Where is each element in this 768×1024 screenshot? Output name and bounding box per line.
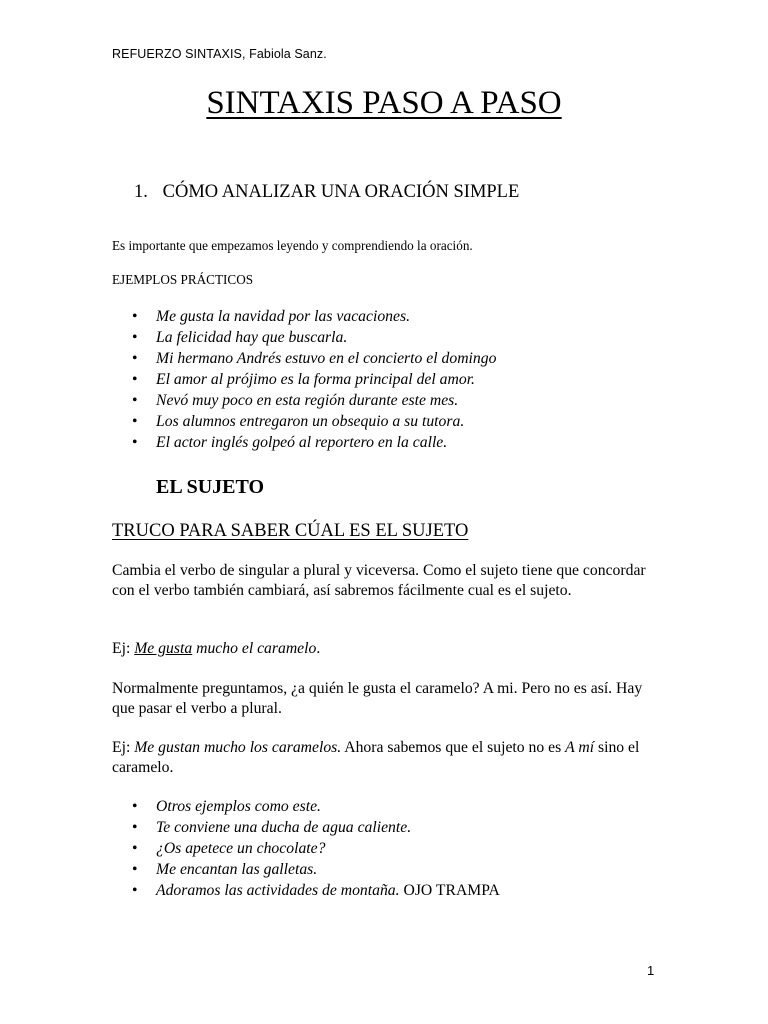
list-item xyxy=(112,411,496,432)
bullet-icon: • xyxy=(132,392,138,409)
example-sentence: Adoramos las actividades de montaña. xyxy=(156,882,400,899)
bullet-icon: • xyxy=(132,350,138,367)
ej2-italic-subject: A mí xyxy=(565,739,595,756)
list-item xyxy=(112,306,496,327)
example-sentence: Mi hermano Andrés estuvo en el concierto el domingo xyxy=(156,350,497,367)
bullet-icon: • xyxy=(132,882,138,899)
paragraph-normal: Normalmente preguntamos, ¿a quién le gusta el caramelo? A mi. Pero no es así. Hay que pasar el verbo a plural. xyxy=(112,680,643,717)
example-sentence: La felicidad hay que buscarla. xyxy=(156,329,348,346)
ej1-rest: mucho el caramelo xyxy=(192,640,317,657)
sujeto-heading: EL SUJETO xyxy=(156,476,265,498)
section-heading-1 xyxy=(134,182,519,203)
section-heading-text: CÓMO ANALIZAR UNA ORACIÓN SIMPLE xyxy=(162,182,520,202)
list-item xyxy=(112,817,500,838)
examples-list xyxy=(112,306,496,453)
ej-prefix: Ej: xyxy=(112,739,135,756)
paragraph-cambia: Cambia el verbo de singular a plural y viceversa. Como el sujeto tiene que concordar con el verbo también cambiará, así sabremos fácilmente cual es el sujeto. xyxy=(112,562,646,599)
list-item xyxy=(112,859,500,880)
ej-prefix: Ej: xyxy=(112,640,135,657)
ej2-middle: Ahora sabemos que el sujeto no es xyxy=(341,739,566,756)
list-item xyxy=(112,796,500,817)
bullet-icon: • xyxy=(132,861,138,878)
bullet-icon: • xyxy=(132,413,138,430)
truco-heading: TRUCO PARA SABER CÚAL ES EL SUJETO xyxy=(112,521,469,541)
example-sentence: El amor al prójimo es la forma principal del amor. xyxy=(156,371,475,388)
example-ej1 xyxy=(112,639,652,659)
bullet-icon: • xyxy=(132,329,138,346)
more-examples-list xyxy=(112,796,500,901)
list-item xyxy=(112,348,496,369)
bullet-icon: • xyxy=(132,840,138,857)
ej2-end: sino el caramelo. xyxy=(112,739,640,776)
bullet-icon: • xyxy=(132,371,138,388)
ej1-end: . xyxy=(316,640,321,657)
page-header: REFUERZO SINTAXIS, Fabiola Sanz. xyxy=(112,47,327,61)
intro-paragraph: Es importante que empezamos leyendo y comprendiendo la oración. xyxy=(112,238,473,253)
list-item xyxy=(112,880,500,901)
ej1-underlined-verb: Me gusta xyxy=(134,640,193,657)
section-number: 1. xyxy=(134,182,148,202)
example-sentence: Los alumnos entregaron un obsequio a su tutora. xyxy=(156,413,465,430)
document-title: SINTAXIS PASO A PASO xyxy=(206,85,562,121)
list-item xyxy=(112,838,500,859)
list-item xyxy=(112,327,496,348)
ej2-italic-sentence: Me gustan mucho los caramelos. xyxy=(134,739,342,756)
list-item xyxy=(112,432,496,453)
example-sentence: Nevó muy poco en esta región durante este mes. xyxy=(156,392,459,409)
example-sentence: ¿Os apetece un chocolate? xyxy=(156,840,326,857)
page-number: 1 xyxy=(647,963,655,978)
examples-label: EJEMPLOS PRÁCTICOS xyxy=(112,272,254,287)
bullet-icon: • xyxy=(132,434,138,451)
list-item xyxy=(112,390,496,411)
ojo-trampa-note: OJO TRAMPA xyxy=(399,882,500,899)
example-sentence: Te conviene una ducha de agua caliente. xyxy=(156,819,412,836)
bullet-icon: • xyxy=(132,798,138,815)
bullet-icon: • xyxy=(132,819,138,836)
example-sentence: El actor inglés golpeó al reportero en la calle. xyxy=(156,434,448,451)
example-ej2 xyxy=(112,738,652,778)
bullet-icon: • xyxy=(132,308,138,325)
list-item xyxy=(112,369,496,390)
example-sentence: Me encantan las galletas. xyxy=(156,861,318,878)
example-sentence: Me gusta la navidad por las vacaciones. xyxy=(156,308,411,325)
example-sentence: Otros ejemplos como este. xyxy=(156,798,321,815)
